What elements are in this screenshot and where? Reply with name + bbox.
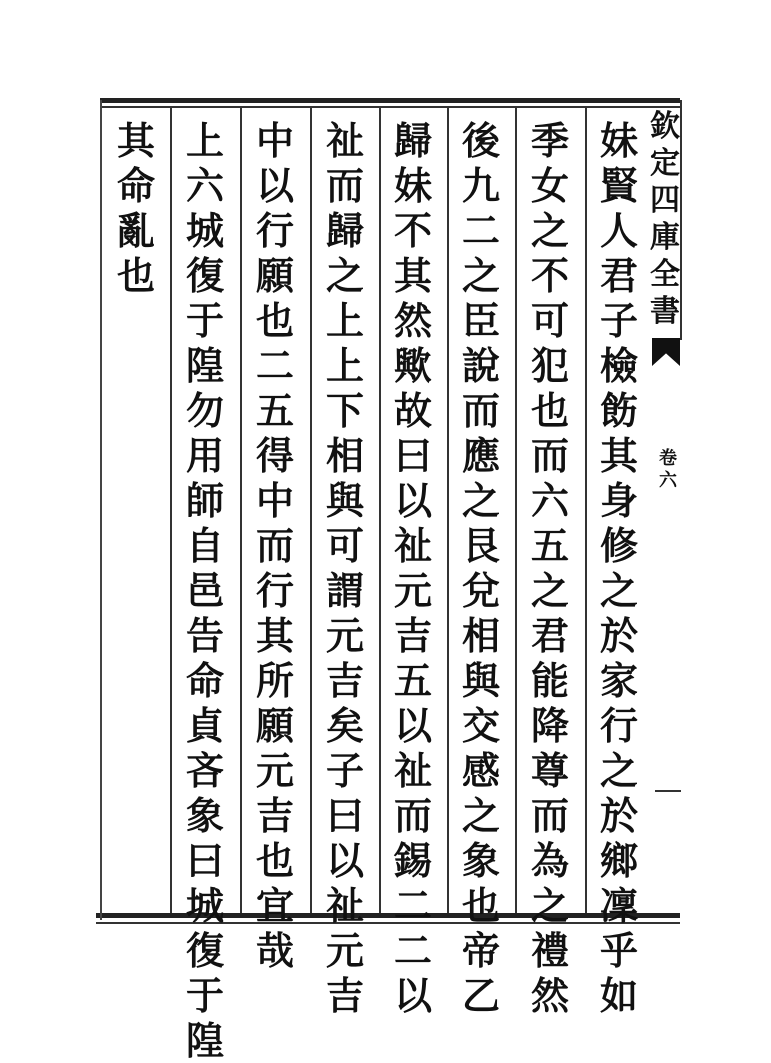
- character: 于: [185, 298, 224, 343]
- character: 歸: [393, 118, 432, 163]
- character: 吉: [393, 613, 432, 658]
- text-column-5: [317, 118, 373, 1018]
- character: 季: [530, 118, 569, 163]
- character: 吉: [325, 658, 364, 703]
- character: 二: [393, 883, 432, 928]
- character: 書: [650, 294, 680, 329]
- column-divider: [379, 108, 381, 913]
- character: 象: [461, 838, 500, 883]
- character: 也: [116, 253, 155, 298]
- character: 亂: [116, 208, 155, 253]
- character: 五: [393, 658, 432, 703]
- character: 願: [255, 253, 294, 298]
- character: 相: [461, 613, 500, 658]
- character: 於: [599, 793, 638, 838]
- character: 其: [393, 253, 432, 298]
- character: 六: [185, 163, 224, 208]
- text-column-3: [453, 118, 509, 1018]
- character: 如: [599, 973, 638, 1018]
- character: 而: [325, 163, 364, 208]
- character: 六: [659, 470, 677, 491]
- character: 上: [325, 343, 364, 388]
- character: 應: [461, 433, 500, 478]
- character: 女: [530, 163, 569, 208]
- text-column-1: [591, 118, 647, 1018]
- character: 得: [255, 433, 294, 478]
- margin-edge-rule: [680, 100, 682, 340]
- character: 矣: [325, 703, 364, 748]
- character: 後: [461, 118, 500, 163]
- character: 其: [116, 118, 155, 163]
- character: 祉: [325, 883, 364, 928]
- character: 飭: [599, 388, 638, 433]
- character: 謂: [325, 568, 364, 613]
- character: 吝: [185, 748, 224, 793]
- character: 也: [530, 388, 569, 433]
- character: 上: [185, 118, 224, 163]
- character: 而: [393, 793, 432, 838]
- character: 中: [255, 118, 294, 163]
- margin-tick-rule: [655, 790, 681, 792]
- character: 二: [393, 928, 432, 973]
- frame-top-rule-inner: [100, 106, 680, 108]
- frame-top-rule: [100, 98, 680, 103]
- character: 尊: [530, 748, 569, 793]
- column-divider: [170, 108, 172, 913]
- character: 告: [185, 613, 224, 658]
- character: 命: [185, 658, 224, 703]
- character: 故: [393, 388, 432, 433]
- text-column-2: [522, 118, 578, 1018]
- character: 之: [461, 478, 500, 523]
- character: 之: [461, 253, 500, 298]
- character: 以: [393, 478, 432, 523]
- character: 乙: [461, 973, 500, 1018]
- character: 子: [325, 748, 364, 793]
- character: 其: [599, 433, 638, 478]
- character: 全: [650, 257, 680, 292]
- character: 城: [185, 883, 224, 928]
- character: 上: [325, 298, 364, 343]
- character: 艮: [461, 523, 500, 568]
- text-column-6: [247, 118, 303, 973]
- character: 中: [255, 478, 294, 523]
- character: 身: [599, 478, 638, 523]
- column-divider: [240, 108, 242, 913]
- character: 感: [461, 748, 500, 793]
- column-divider: [585, 108, 587, 913]
- character: 下: [325, 388, 364, 433]
- character: 于: [185, 973, 224, 1018]
- character: 師: [185, 478, 224, 523]
- character: 行: [599, 703, 638, 748]
- character: 錫: [393, 838, 432, 883]
- character: 哉: [255, 928, 294, 973]
- character: 禮: [530, 928, 569, 973]
- character: 卷: [659, 448, 677, 469]
- character: 兌: [461, 568, 500, 613]
- character: 之: [530, 883, 569, 928]
- character: 以: [393, 703, 432, 748]
- character: 以: [255, 163, 294, 208]
- character: 元: [255, 748, 294, 793]
- character: 自: [185, 523, 224, 568]
- character: 貞: [185, 703, 224, 748]
- frame-left-rule: [100, 100, 102, 920]
- character: 勿: [185, 388, 224, 433]
- character: 賢: [599, 163, 638, 208]
- character: 為: [530, 838, 569, 883]
- character: 行: [255, 208, 294, 253]
- character: 定: [650, 146, 680, 181]
- column-divider: [515, 108, 517, 913]
- character: 凜: [599, 883, 638, 928]
- margin-title: [650, 108, 680, 338]
- character: 也: [255, 838, 294, 883]
- character: 之: [599, 748, 638, 793]
- character: 曰: [393, 433, 432, 478]
- character: 而: [255, 523, 294, 568]
- character: 曰: [325, 793, 364, 838]
- text-column-4: [385, 118, 441, 1018]
- character: 犯: [530, 343, 569, 388]
- character: 用: [185, 433, 224, 478]
- character: 之: [599, 568, 638, 613]
- character: 也: [255, 298, 294, 343]
- character: 妹: [599, 118, 638, 163]
- character: 九: [461, 163, 500, 208]
- character: 降: [530, 703, 569, 748]
- character: 君: [530, 613, 569, 658]
- character: 而: [530, 793, 569, 838]
- character: 五: [530, 523, 569, 568]
- character: 象: [185, 793, 224, 838]
- character: 吉: [325, 973, 364, 1018]
- character: 也: [461, 883, 500, 928]
- fish-tail-mark: [652, 338, 680, 366]
- character: 二: [255, 343, 294, 388]
- character: 之: [530, 568, 569, 613]
- character: 之: [461, 793, 500, 838]
- character: 行: [255, 568, 294, 613]
- character: 元: [325, 928, 364, 973]
- character: 家: [599, 658, 638, 703]
- character: 君: [599, 253, 638, 298]
- character: 二: [461, 208, 500, 253]
- character: 而: [461, 388, 500, 433]
- character: 然: [530, 973, 569, 1018]
- character: 乎: [599, 928, 638, 973]
- character: 帝: [461, 928, 500, 973]
- character: 子: [599, 298, 638, 343]
- character: 不: [530, 253, 569, 298]
- character: 說: [461, 343, 500, 388]
- character: 交: [461, 703, 500, 748]
- character: 以: [393, 973, 432, 1018]
- character: 之: [530, 208, 569, 253]
- text-column-8: [108, 118, 164, 908]
- character: 可: [325, 523, 364, 568]
- character: 修: [599, 523, 638, 568]
- character: 願: [255, 703, 294, 748]
- character: 五: [255, 388, 294, 433]
- character: 而: [530, 433, 569, 478]
- character: 庫: [650, 220, 680, 255]
- character: 與: [461, 658, 500, 703]
- character: 不: [393, 208, 432, 253]
- character: 可: [530, 298, 569, 343]
- character: 邑: [185, 568, 224, 613]
- character: 以: [325, 838, 364, 883]
- character: 所: [255, 658, 294, 703]
- volume-label: [656, 448, 680, 498]
- character: 然: [393, 298, 432, 343]
- character: 人: [599, 208, 638, 253]
- character: 能: [530, 658, 569, 703]
- column-divider: [310, 108, 312, 913]
- character: 之: [325, 253, 364, 298]
- character: 元: [393, 568, 432, 613]
- column-divider: [447, 108, 449, 913]
- character: 吉: [255, 793, 294, 838]
- character: 祉: [393, 523, 432, 568]
- character: 歸: [325, 208, 364, 253]
- character: 隍: [185, 1018, 224, 1063]
- character: 於: [599, 613, 638, 658]
- character: 其: [255, 613, 294, 658]
- character: 命: [116, 163, 155, 208]
- character: 與: [325, 478, 364, 523]
- character: 相: [325, 433, 364, 478]
- character: 復: [185, 928, 224, 973]
- character: 鄉: [599, 838, 638, 883]
- character: 祉: [393, 748, 432, 793]
- character: 祉: [325, 118, 364, 163]
- character: 臣: [461, 298, 500, 343]
- character: 欽: [650, 109, 680, 144]
- text-column-7: [177, 118, 233, 1063]
- character: 隍: [185, 343, 224, 388]
- character: 曰: [185, 838, 224, 883]
- character: 宜: [255, 883, 294, 928]
- character: 城: [185, 208, 224, 253]
- character: 妹: [393, 163, 432, 208]
- character: 歟: [393, 343, 432, 388]
- character: 四: [650, 183, 680, 218]
- character: 檢: [599, 343, 638, 388]
- character: 復: [185, 253, 224, 298]
- character: 元: [325, 613, 364, 658]
- character: 六: [530, 478, 569, 523]
